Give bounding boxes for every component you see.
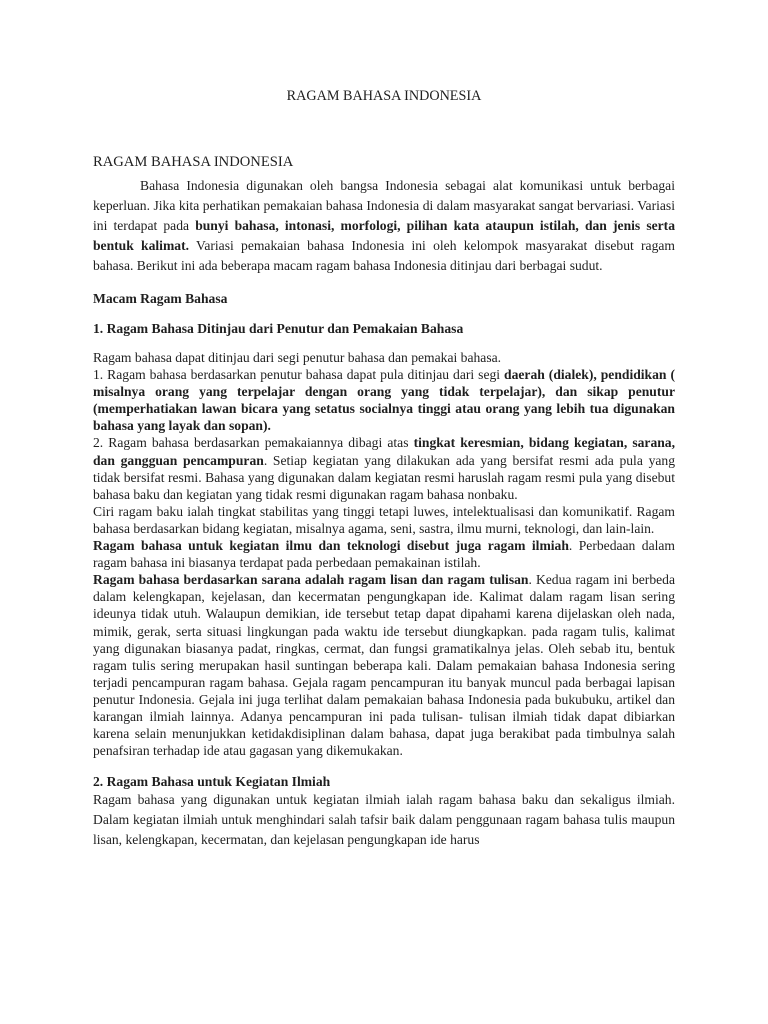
paragraph-ragam-sarana — [93, 571, 675, 759]
ragam-ilmiah-bold: Ragam bahasa untuk kegiatan ilmu dan teknologi disebut juga ragam ilmiah — [93, 538, 569, 554]
spacer — [93, 106, 675, 152]
paragraph-ciri-ragam-baku: Ciri ragam baku ialah tingkat stabilitas yang tinggi tetapi luwes, intelektualisasi dan komunikatif. Ragam bahasa berdasarkan bidang kegiatan, misalnya agama, seni, sastra, ilmu murni, teknologi, dan lain-lain. — [93, 503, 675, 536]
paragraph-penutur-1 — [93, 366, 675, 434]
penutur-1-text: 1. Ragam bahasa berdasarkan penutur bahasa dapat pula ditinjau dari segi — [93, 367, 505, 383]
intro-paragraph — [93, 176, 675, 276]
paragraph-ragam-ilmiah — [93, 537, 675, 571]
pemakaian-2-text-1: 2. Ragam bahasa berdasarkan pemakaiannya dibagi atas — [93, 435, 414, 451]
ragam-sarana-bold: Ragam bahasa berdasarkan sarana adalah ragam lisan dan ragam tulisan — [93, 572, 529, 588]
heading-macam-ragam: Macam Ragam Bahasa — [93, 291, 228, 306]
document-title: RAGAM BAHASA INDONESIA — [286, 88, 482, 104]
paragraph-pemakaian-2 — [93, 434, 675, 502]
heading-ragam-penutur: 1. Ragam Bahasa Ditinjau dari Penutur dan Pemakaian Bahasa — [93, 321, 464, 336]
paragraph-kegiatan-ilmiah: Ragam bahasa yang digunakan untuk kegiatan ilmiah ialah ragam bahasa baku dan sekaligus ilmiah. Dalam kegiatan ilmiah untuk menghindari salah tafsir baik dalam penggunaan ragam bahasa tulis maupun lisan, kelengkapan, kecermatan, dan kejelasan pengungkapan ide harus — [93, 792, 675, 848]
intro-bold-1: bunyi bahasa, intonasi, morfologi, pilihan kata ataupun istilah, dan jenis serta bentuk kalimat. — [93, 218, 676, 253]
heading-kegiatan-ilmiah: 2. Ragam Bahasa untuk Kegiatan Ilmiah — [93, 774, 331, 790]
intro-text-2: Variasi pemakaian bahasa Indonesia ini oleh kelompok masyarakat disebut ragam bahasa. Berikut ini ada beberapa macam ragam bahasa Indonesia ditinjau dari berbagai sudut. — [93, 238, 675, 273]
paragraph-penutur-intro: Ragam bahasa dapat ditinjau dari segi penutur bahasa dan pemakai bahasa. — [93, 350, 502, 365]
pemakaian-2-bold: tingkat keresmian, bidang kegiatan, sarana, dan gangguan pencampuran — [93, 435, 675, 468]
section-heading: RAGAM BAHASA INDONESIA — [93, 154, 294, 170]
ragam-sarana-text: . Kedua ragam ini berbeda dalam kelengkapan, kejelasan, dan kecermatan pengungkapan ide. Kalimat dalam ragam lisan sering ideunya tidak utuh. Walaupun demikian, ide tersebut tetap dapat dipahami karena dijelaskan oleh nada, mimik, gerak, serta situasi lingkungan pada waktu ide tersebut diungkapkan. pada ragam tulis, kalimat yang digunakan biasanya padat, ringkas, cermat, dan fungsi gramatikalnya jelas. Oleh sebab itu, bentuk ragam tulis sering merupakan hasil suntingan beberapa kali. Dalam pemakaian bahasa Indonesia sering terjadi pencampuran ragam bahasa. Gejala ragam pencampuran itu banyak muncul pada berbagai lapisan penutur Indonesia. Gejala ini juga terlihat dalam pemakaian bahasa Indonesia pada bukubuku, artikel dan karangan ilmiah lainnya. Adanya pencampuran ini pada tulisan- tulisan ilmiah tidak dapat dibiarkan karena selain menunjukkan ketidakdisiplinan dalam bahasa, dapat juga berakibat pada timbulnya salah penafsiran terhadap ide atau gagasan yang dikemukakan. — [93, 572, 675, 759]
ragam-ilmiah-text: . Perbedaan dalam ragam bahasa ini biasanya terdapat pada perbedaan pemakainan istilah. — [93, 538, 675, 571]
penutur-1-bold: daerah (dialek), pendidikan ( misalnya orang yang terpelajar dengan orang yang tidak terpelajar), dan sikap penutur (memperhatiakan lawan bicara yang setatus socialnya tinggi atau orang yang lebih tua digunakan bahasa yang layak dan sopan). — [93, 367, 675, 434]
intro-text-1: Bahasa Indonesia digunakan oleh bangsa Indonesia sebagai alat komunikasi untuk berbagai keperluan. Jika kita perhatikan pemakaian bahasa Indonesia di dalam masyarakat sangat bervariasi. Variasi ini terdapat pada — [93, 178, 675, 233]
pemakaian-2-text-2: . Setiap kegiatan yang dilakukan ada yang bersifat resmi ada pula yang tidak bersifat resmi. Bahasa yang digunakan dalam kegiatan resmi haruslah ragam resmi pula yang disebut bahasa baku dan kegiatan yang tidak resmi digunakan ragam bahasa nonbaku. — [93, 452, 676, 502]
